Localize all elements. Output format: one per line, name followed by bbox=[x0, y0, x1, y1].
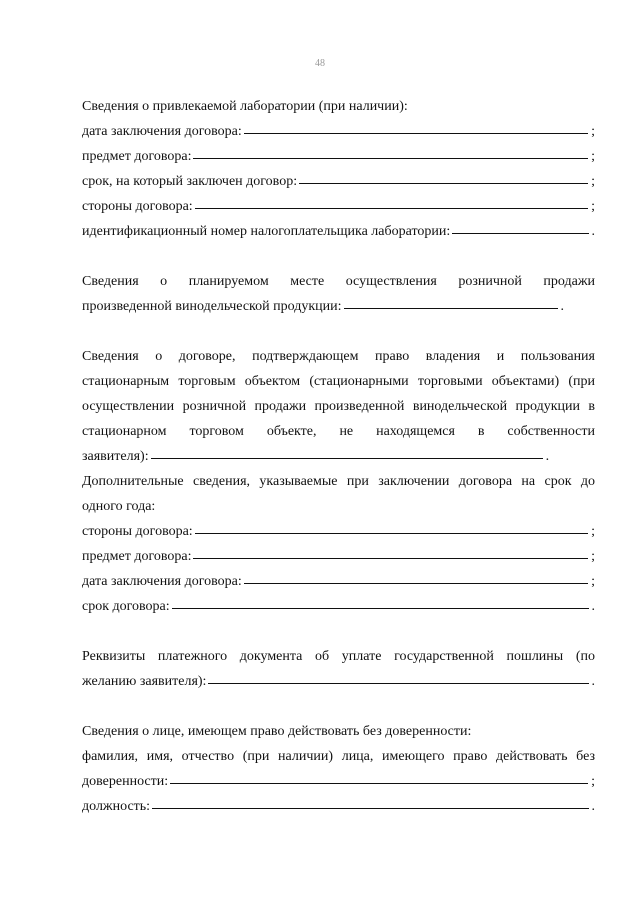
add-date-label: дата заключения договора: bbox=[82, 574, 242, 589]
sale-place-line: Сведения о планируемом месте осуществления розничной продажи bbox=[82, 274, 595, 289]
payment-label: желанию заявителя): bbox=[82, 674, 207, 689]
payment-line: Реквизиты платежного документа об уплате государственной пошлины (по bbox=[82, 649, 595, 664]
lab-contract-term-label: срок, на который заключен договор: bbox=[82, 174, 298, 189]
lab-inn-blank[interactable] bbox=[452, 219, 588, 234]
contract-applicant-blank[interactable] bbox=[151, 444, 543, 459]
punctuation: ; bbox=[591, 574, 595, 589]
punctuation: . bbox=[591, 799, 595, 814]
add-term-label: срок договора: bbox=[82, 599, 170, 614]
section-gap bbox=[82, 319, 595, 344]
lab-contract-term-blank[interactable] bbox=[299, 169, 588, 184]
person-line: фамилия, имя, отчество (при наличии) лица, имеющего право действовать без bbox=[82, 749, 595, 764]
lab-contract-date-blank[interactable] bbox=[244, 119, 588, 134]
payment-field bbox=[82, 669, 595, 694]
contract-applicant-label: заявителя): bbox=[82, 449, 149, 464]
lab-contract-subject-label: предмет договора: bbox=[82, 149, 192, 164]
person-heading-text: Сведения о лице, имеющем право действовать без доверенности: bbox=[82, 724, 472, 739]
laboratory-heading-text: Сведения о привлекаемой лаборатории (при наличии): bbox=[82, 99, 408, 114]
punctuation: ; bbox=[591, 524, 595, 539]
punctuation: ; bbox=[591, 774, 595, 789]
sale-place-blank[interactable] bbox=[344, 294, 558, 309]
punctuation: ; bbox=[591, 124, 595, 139]
payment-blank[interactable] bbox=[208, 669, 588, 684]
person-heading bbox=[82, 719, 595, 744]
contract-line: стационарным торговым объектом (стационарными торговыми объектами) (при bbox=[82, 374, 595, 389]
contract-applicant-field bbox=[82, 444, 595, 469]
lab-contract-date-label: дата заключения договора: bbox=[82, 124, 242, 139]
punctuation: ; bbox=[591, 149, 595, 164]
punctuation: . bbox=[560, 299, 564, 314]
lab-contract-term-field bbox=[82, 169, 595, 194]
punctuation: ; bbox=[591, 549, 595, 564]
add-subject-field bbox=[82, 544, 595, 569]
lab-contract-parties-blank[interactable] bbox=[195, 194, 588, 209]
punctuation: . bbox=[591, 674, 595, 689]
form-page bbox=[82, 94, 595, 819]
person-attorney-blank[interactable] bbox=[170, 769, 588, 784]
punctuation: . bbox=[545, 449, 550, 464]
person-position-blank[interactable] bbox=[152, 794, 588, 809]
laboratory-heading bbox=[82, 94, 595, 119]
sale-place-field bbox=[82, 294, 595, 319]
additional-line: Дополнительные сведения, указываемые при заключении договора на срок до bbox=[82, 474, 595, 489]
punctuation: ; bbox=[591, 199, 595, 214]
person-position-label: должность: bbox=[82, 799, 151, 814]
add-parties-label: стороны договора: bbox=[82, 524, 193, 539]
punctuation: . bbox=[591, 599, 595, 614]
lab-inn-field bbox=[82, 219, 595, 244]
page-number: 48 bbox=[315, 58, 325, 69]
person-position-field bbox=[82, 794, 595, 819]
section-gap bbox=[82, 694, 595, 719]
lab-inn-label: идентификационный номер налогоплательщика лаборатории: bbox=[82, 224, 451, 239]
person-attorney-label: доверенности: bbox=[82, 774, 169, 789]
lab-contract-parties-field bbox=[82, 194, 595, 219]
additional-line bbox=[82, 494, 595, 519]
add-parties-field bbox=[82, 519, 595, 544]
contract-line: стационарном торговом объекте, не находящемся в собственности bbox=[82, 424, 595, 439]
lab-contract-parties-label: стороны договора: bbox=[82, 199, 193, 214]
section-gap bbox=[82, 619, 595, 644]
lab-contract-subject-blank[interactable] bbox=[193, 144, 588, 159]
person-attorney-field bbox=[82, 769, 595, 794]
add-parties-blank[interactable] bbox=[195, 519, 588, 534]
add-subject-label: предмет договора: bbox=[82, 549, 192, 564]
add-term-field bbox=[82, 594, 595, 619]
punctuation: . bbox=[591, 224, 595, 239]
add-subject-blank[interactable] bbox=[193, 544, 588, 559]
lab-contract-date-field bbox=[82, 119, 595, 144]
add-date-blank[interactable] bbox=[244, 569, 588, 584]
additional-line-text: одного года: bbox=[82, 499, 156, 514]
contract-line: Сведения о договоре, подтверждающем право владения и пользования bbox=[82, 349, 595, 364]
add-date-field bbox=[82, 569, 595, 594]
punctuation: ; bbox=[591, 174, 595, 189]
sale-place-label: произведенной винодельческой продукции: bbox=[82, 299, 342, 314]
lab-contract-subject-field bbox=[82, 144, 595, 169]
contract-line: осуществлении розничной продажи произведенной винодельческой продукции в bbox=[82, 399, 595, 414]
add-term-blank[interactable] bbox=[172, 594, 589, 609]
section-gap bbox=[82, 244, 595, 269]
